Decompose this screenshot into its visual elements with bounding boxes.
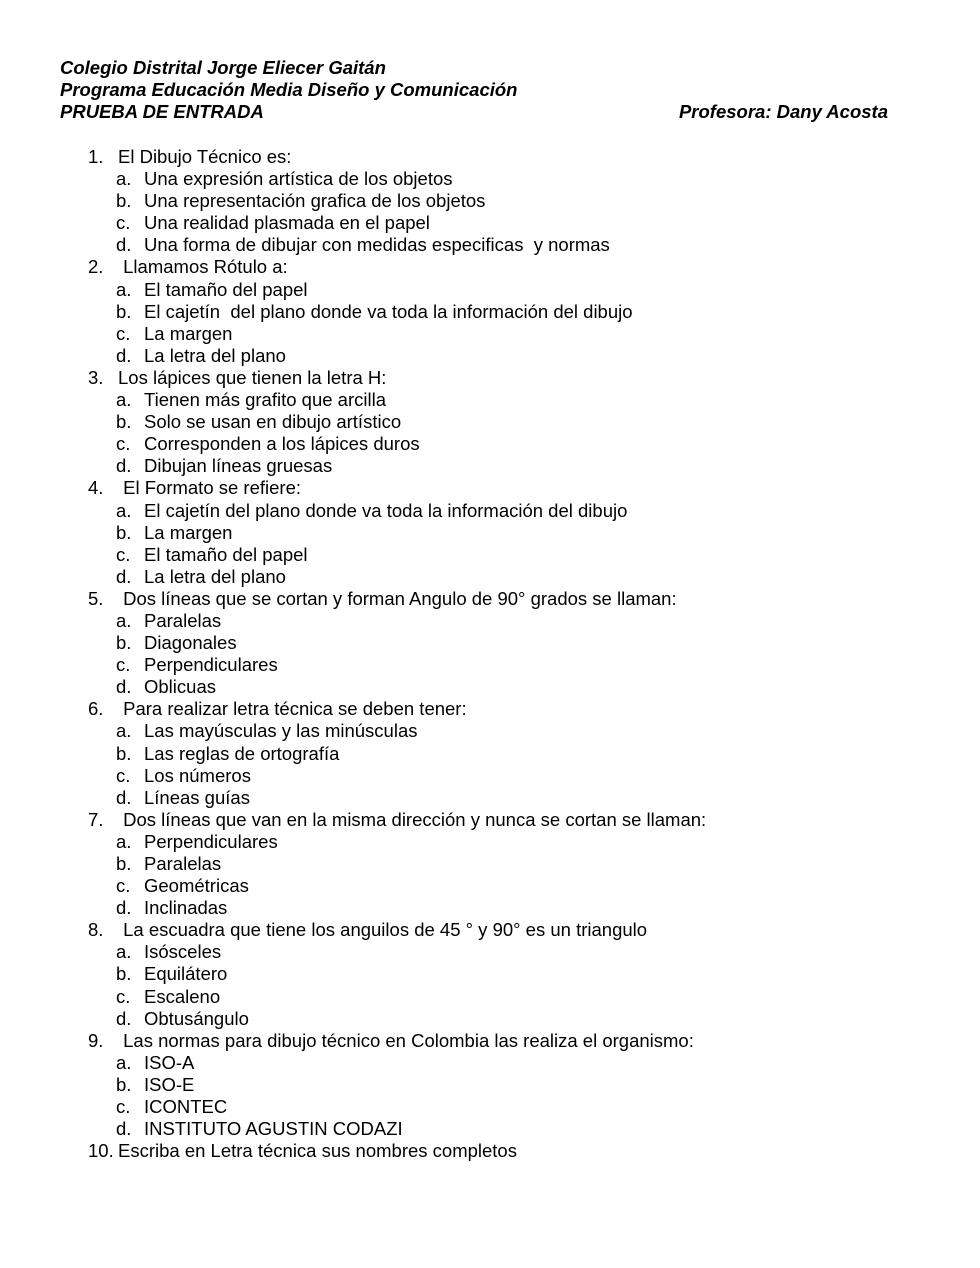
option-letter: a. — [116, 941, 132, 963]
option-text: Tienen más grafito que arcilla — [144, 389, 386, 411]
option-text: Oblicuas — [144, 676, 216, 698]
option-letter: b. — [116, 190, 132, 212]
option-text: ISO-A — [144, 1051, 195, 1073]
option-3-d — [88, 455, 948, 477]
option-1-b — [88, 190, 948, 212]
question-text: Las normas para dibujo técnico en Colombia las realiza el organismo: — [118, 1029, 694, 1051]
question-6 — [88, 698, 948, 720]
option-letter: a. — [116, 609, 132, 631]
option-letter: d. — [116, 565, 132, 587]
option-text: ICONTEC — [144, 1096, 228, 1118]
option-letter: b. — [116, 853, 132, 874]
option-text: Una forma de dibujar con medidas especificas y normas — [144, 234, 610, 256]
option-text: Líneas guías — [144, 786, 250, 808]
option-letter: c. — [116, 985, 131, 1007]
option-letter: d. — [116, 786, 132, 808]
option-letter: d. — [116, 676, 132, 698]
option-5-b — [88, 632, 948, 654]
option-4-a — [88, 500, 948, 522]
question-text: La escuadra que tiene los anguilos de 45 ° y 90° es un triangulo — [118, 919, 648, 941]
option-text: Corresponden a los lápices duros — [144, 433, 420, 455]
option-letter: c. — [116, 212, 131, 234]
question-number: 10. — [88, 1140, 114, 1162]
option-letter: c. — [116, 543, 131, 565]
option-letter: d. — [116, 455, 132, 477]
question-number: 6. — [88, 698, 104, 720]
option-2-d — [88, 345, 948, 367]
option-9-c — [88, 1096, 948, 1118]
question-text: El Formato se refiere: — [118, 477, 302, 499]
option-letter: c. — [116, 764, 131, 786]
option-letter: a. — [116, 278, 132, 300]
question-number: 2. — [88, 256, 104, 278]
option-letter: d. — [116, 897, 132, 919]
question-text: El Dibujo Técnico es: — [118, 146, 292, 167]
option-2-b — [88, 301, 948, 323]
option-1-d — [88, 234, 948, 256]
option-letter: d. — [116, 344, 132, 366]
option-text: Geométricas — [144, 875, 249, 897]
question-text: Para realizar letra técnica se deben tener: — [118, 698, 467, 720]
question-3 — [88, 367, 948, 389]
option-text: La margen — [144, 521, 233, 543]
question-4 — [88, 477, 948, 499]
option-letter: c. — [116, 322, 131, 344]
question-number: 8. — [88, 919, 104, 941]
question-2 — [88, 256, 948, 278]
option-letter: b. — [116, 411, 132, 433]
option-6-d — [88, 787, 948, 809]
question-text: Dos líneas que se cortan y forman Angulo de 90° grados se llaman: — [118, 587, 677, 609]
option-7-c — [88, 875, 948, 897]
question-number: 3. — [88, 366, 104, 388]
option-letter: a. — [116, 720, 132, 742]
option-letter: b. — [116, 742, 132, 764]
option-letter: a. — [116, 389, 132, 411]
option-2-c — [88, 323, 948, 345]
option-3-c — [88, 433, 948, 455]
document-header — [60, 57, 888, 123]
question-8 — [88, 919, 948, 941]
option-letter: c. — [116, 1096, 131, 1118]
option-text: La letra del plano — [144, 344, 286, 366]
option-3-a — [88, 389, 948, 411]
question-text: Dos líneas que van en la misma dirección y nunca se cortan se llaman: — [118, 808, 707, 830]
school-name: Colegio Distrital Jorge Eliecer Gaitán — [60, 57, 386, 78]
option-text: Solo se usan en dibujo artístico — [144, 411, 402, 433]
option-text: Una representación grafica de los objetos — [144, 190, 486, 212]
option-2-a — [88, 279, 948, 301]
option-letter: d. — [116, 234, 132, 256]
option-text: Paralelas — [144, 609, 222, 631]
option-8-b — [88, 963, 948, 985]
question-10 — [88, 1140, 948, 1162]
option-letter: a. — [116, 168, 132, 190]
option-text: Perpendiculares — [144, 654, 278, 676]
option-text: El tamaño del papel — [144, 543, 308, 565]
option-text: Isósceles — [144, 941, 222, 963]
option-text: INSTITUTO AGUSTIN CODAZI — [144, 1118, 403, 1140]
option-letter: a. — [116, 830, 132, 852]
option-5-c — [88, 654, 948, 676]
option-text: Inclinadas — [144, 897, 228, 919]
option-text: La letra del plano — [144, 565, 286, 587]
question-number: 4. — [88, 477, 104, 499]
program-name: Programa Educación Media Diseño y Comunicación — [60, 79, 518, 100]
option-letter: a. — [116, 1051, 132, 1073]
option-5-d — [88, 676, 948, 698]
header-row — [60, 101, 888, 123]
teacher-name: Profesora: Dany Acosta — [678, 101, 888, 122]
option-text: Las mayúsculas y las minúsculas — [144, 720, 418, 742]
option-letter: c. — [116, 433, 131, 455]
option-9-d — [88, 1118, 948, 1140]
question-text: Llamamos Rótulo a: — [118, 256, 288, 278]
option-8-c — [88, 986, 948, 1008]
option-letter: c. — [116, 654, 131, 676]
question-text: Los lápices que tienen la letra H: — [118, 366, 387, 388]
option-4-b — [88, 522, 948, 544]
question-1 — [88, 146, 948, 168]
question-9 — [88, 1030, 948, 1052]
option-text: Obtusángulo — [144, 1007, 249, 1029]
option-text: Una expresión artística de los objetos — [144, 168, 453, 190]
option-6-b — [88, 743, 948, 765]
option-text: Diagonales — [144, 632, 237, 654]
option-8-d — [88, 1008, 948, 1030]
option-7-d — [88, 897, 948, 919]
question-number: 7. — [88, 808, 104, 830]
question-5 — [88, 588, 948, 610]
option-text: El cajetín del plano donde va toda la información del dibujo — [144, 499, 628, 521]
option-letter: b. — [116, 963, 132, 985]
question-number: 1. — [88, 146, 104, 167]
option-text: Paralelas — [144, 853, 222, 874]
option-3-b — [88, 411, 948, 433]
option-letter: b. — [116, 300, 132, 322]
option-letter: c. — [116, 875, 131, 897]
option-6-a — [88, 720, 948, 742]
option-text: Perpendiculares — [144, 830, 278, 852]
option-text: Equilátero — [144, 963, 228, 985]
option-letter: b. — [116, 1073, 132, 1095]
test-title: PRUEBA DE ENTRADA — [60, 101, 264, 122]
option-text: Dibujan líneas gruesas — [144, 455, 333, 477]
option-6-c — [88, 765, 948, 787]
option-text: Los números — [144, 764, 251, 786]
option-1-c — [88, 212, 948, 234]
option-letter: a. — [116, 499, 132, 521]
option-4-d — [88, 566, 948, 588]
option-text: La margen — [144, 322, 233, 344]
question-list — [88, 146, 948, 1162]
option-text: El tamaño del papel — [144, 278, 308, 300]
option-7-b — [88, 853, 948, 875]
option-text: Escaleno — [144, 985, 221, 1007]
question-number: 9. — [88, 1029, 104, 1051]
option-8-a — [88, 941, 948, 963]
option-7-a — [88, 831, 948, 853]
option-letter: d. — [116, 1007, 132, 1029]
option-text: ISO-E — [144, 1073, 195, 1095]
option-9-b — [88, 1074, 948, 1096]
option-text: Una realidad plasmada en el papel — [144, 212, 430, 234]
option-text: Las reglas de ortografía — [144, 742, 340, 764]
question-number: 5. — [88, 587, 104, 609]
option-5-a — [88, 610, 948, 632]
question-text: Escriba en Letra técnica sus nombres completos — [118, 1140, 517, 1162]
option-letter: b. — [116, 632, 132, 654]
option-9-a — [88, 1052, 948, 1074]
option-text: El cajetín del plano donde va toda la información del dibujo — [144, 300, 633, 322]
option-4-c — [88, 544, 948, 566]
option-letter: b. — [116, 521, 132, 543]
question-7 — [88, 809, 948, 831]
option-letter: d. — [116, 1118, 132, 1140]
option-1-a — [88, 168, 948, 190]
